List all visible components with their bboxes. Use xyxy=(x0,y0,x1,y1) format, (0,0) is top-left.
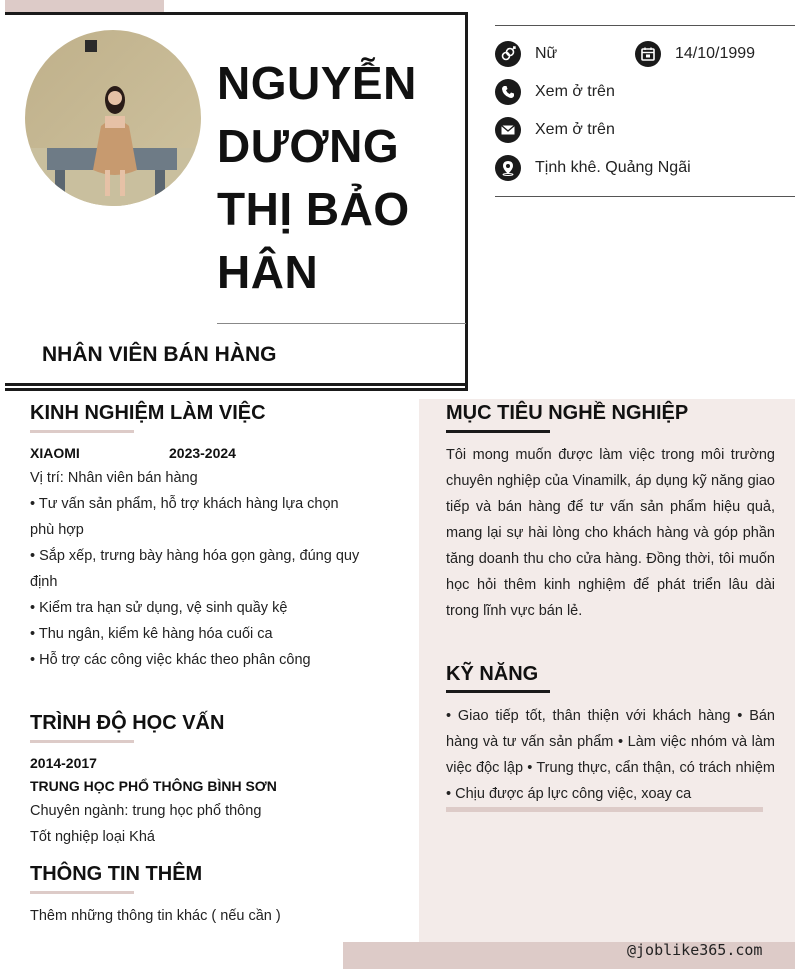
education-underline xyxy=(30,740,134,743)
experience-details xyxy=(30,465,360,673)
education-period: 2014-2017 xyxy=(30,755,97,771)
objective-underline xyxy=(446,430,550,433)
name-line: THỊ BẢO xyxy=(217,183,410,235)
additional-underline xyxy=(30,891,134,894)
experience-underline xyxy=(30,430,134,433)
profile-photo xyxy=(25,30,201,206)
skills-underline xyxy=(446,690,550,693)
additional-title: THÔNG TIN THÊM xyxy=(30,863,203,885)
skills-bar xyxy=(446,807,763,812)
info-divider-bottom xyxy=(495,196,795,197)
phone-value: Xem ở trên xyxy=(535,83,615,100)
experience-company: XIAOMI xyxy=(30,445,80,461)
skills-text: • Giao tiếp tốt, thân thiện với khách hàng • Bán hàng và tư vấn sản phẩm • Làm việc nhóm và làm việc độc lập • Trung thực, cẩn thận, có trách nhiệm • Chịu được áp lực công việc, xoay ca xyxy=(446,708,775,802)
experience-period: 2023-2024 xyxy=(169,445,236,461)
name-line: NGUYỄN xyxy=(217,57,417,109)
phone-icon xyxy=(495,79,521,105)
name-line: HÂN xyxy=(217,246,319,298)
info-divider-top xyxy=(495,25,795,26)
education-school: TRUNG HỌC PHỔ THÔNG BÌNH SƠN xyxy=(30,778,277,794)
skills-title: KỸ NĂNG xyxy=(446,663,539,685)
full-name xyxy=(217,52,457,304)
additional-text: Thêm những thông tin khác ( nếu cần ) xyxy=(30,908,281,924)
mail-icon xyxy=(495,117,521,143)
job-title: NHÂN VIÊN BÁN HÀNG xyxy=(42,343,277,366)
experience-duty: • Sắp xếp, trưng bày hàng hóa gọn gàng, đúng quy định xyxy=(30,548,360,590)
gender-icon xyxy=(495,41,521,67)
name-line: DƯƠNG xyxy=(217,120,400,172)
objective-title: MỤC TIÊU NGHỀ NGHIỆP xyxy=(446,402,689,424)
experience-duty: • Tư vấn sản phẩm, hỗ trợ khách hàng lựa chọn phù hợp xyxy=(30,496,339,538)
location-pin-icon xyxy=(495,155,521,181)
address-value: Tịnh khê. Quảng Ngãi xyxy=(535,159,691,176)
watermark: @joblike365.com xyxy=(627,941,763,959)
education-major: Chuyên ngành: trung học phổ thông xyxy=(30,803,262,819)
experience-duty: • Hỗ trợ các công việc khác theo phân công xyxy=(30,652,311,668)
education-details xyxy=(30,798,360,850)
email-value: Xem ở trên xyxy=(535,121,615,138)
experience-title: KINH NGHIỆM LÀM VIỆC xyxy=(30,402,266,424)
header-box-bottom-border xyxy=(5,383,468,386)
objective-text: Tôi mong muốn được làm việc trong môi trường chuyên nghiệp của Vinamilk, áp dụng kỹ năng giao tiếp và bán hàng để tư vấn sản phẩm hiệu quả, mang lại sự hài lòng cho khách hàng và góp phần tăng doanh thu cho cửa hàng. Đồng thời, tôi muốn học hỏi thêm kinh nghiệm để phát triển lâu dài trong lĩnh vực bán lẻ. xyxy=(446,447,775,619)
name-divider xyxy=(217,323,466,324)
birthday-value: 14/10/1999 xyxy=(675,45,756,62)
education-grade: Tốt nghiệp loại Khá xyxy=(30,829,155,845)
experience-duty: • Thu ngân, kiểm kê hàng hóa cuối ca xyxy=(30,626,273,642)
experience-duty: • Kiểm tra hạn sử dụng, vệ sinh quầy kệ xyxy=(30,600,288,616)
experience-position: Vị trí: Nhân viên bán hàng xyxy=(30,470,198,486)
education-title: TRÌNH ĐỘ HỌC VẤN xyxy=(30,712,225,734)
calendar-icon xyxy=(635,41,661,67)
gender-value: Nữ xyxy=(535,45,558,62)
